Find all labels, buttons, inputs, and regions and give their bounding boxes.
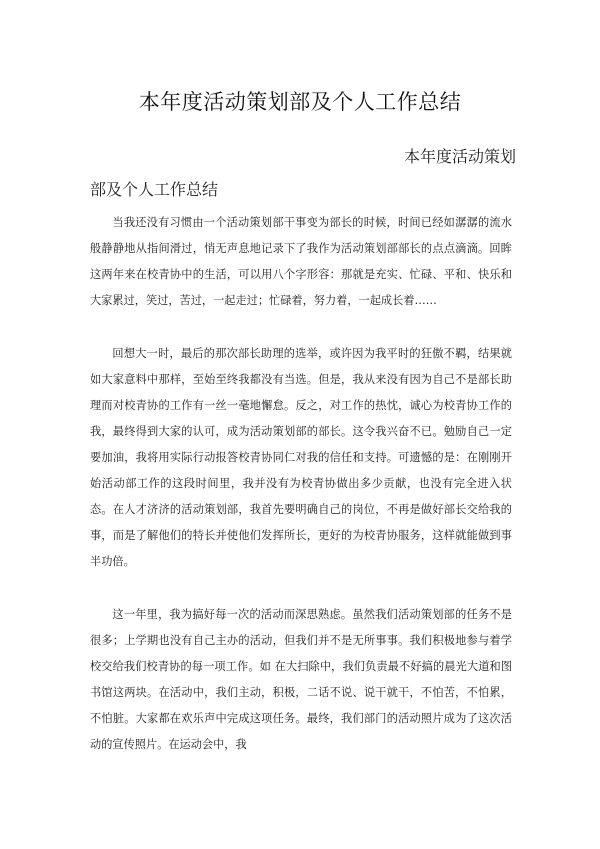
document-subtitle-line1: 本年度活动策划 [403, 147, 516, 166]
document-body [90, 210, 512, 785]
paragraph: 这一年里，我为搞好每一次的活动而深思熟虑。虽然我们活动策划部的任务不是很多；上学期也没有自己主办的活动，但我们并不是无所事事。我们积极地参与着学校交给我们校青协的每一项工作。如 在大扫除中，我们负责最不好搞的晨光大道和图书馆这两块。在活动中，我们主动，积极，二话不说、说干就干，不怕苦，不怕累，不怕脏。大家都在欢乐声中完成这项任务。最终，我们部门的活动照片成为了这次活动的宣传照片。在运动会中，我 [90, 608, 512, 751]
paragraph: 当我还没有习惯由一个活动策划部干事变为部长的时候，时间已经如潺潺的流水般静静地从指间滑过，悄无声息地记录下了我作为活动策划部部长的点点滴滴。回眸这两年来在校青协中的生活，可以用八个字形容：那就是充实、忙碌、平和、快乐和大家累过，笑过，苦过，一起走过；忙碌着，努力着，一起成长着…… [90, 216, 512, 307]
document-title: 本年度活动策划部及个人工作总结 [138, 90, 462, 114]
document-subtitle-line2: 部及个人工作总结 [90, 180, 219, 199]
paragraph: 回想大一时，最后的那次部长助理的选举，或许因为我平时的狂傲不羁，结果就如大家意料中那样，至始至终我都没有当选。但是，我从来没有因为自己不是部长助理而对校青协的工作有一丝一毫地懈怠。反之，对工作的热忱，诚心为校青协工作的我，最终得到大家的认可，成为活动策划部的部长。这令我兴奋不已。勉励自己一定要加油，我将用实际行动报答校青协同仁对我的信任和支持。可遗憾的是：在刚刚开始活动部工作的这段时间里，我并没有为校青协做出多少贡献，也没有完全进入状态。在人才济济的活动策划部，我首先要明确自己的岗位，不再是做好部长交给我的事，而是了解他们的特长并使他们发挥所长，更好的为校青协服务，这样就能做到事半功倍。 [90, 347, 512, 568]
